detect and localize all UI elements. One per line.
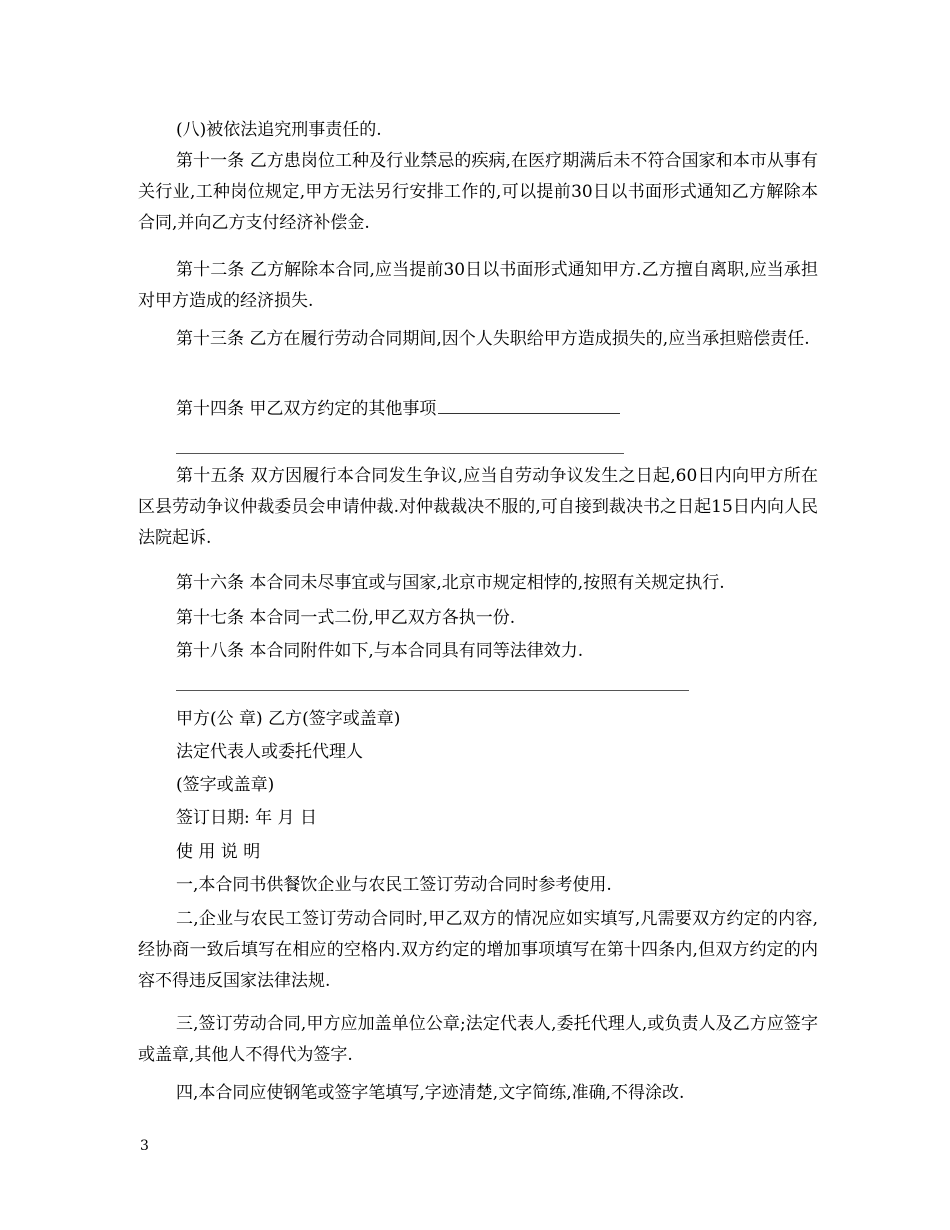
clause-17: 第十七条 本合同一式二份,甲乙双方各执一份. [176, 608, 516, 628]
clause-14 [176, 394, 620, 425]
clause-14-blank [438, 399, 620, 414]
instruction-4: 四,本合同应使钢笔或签字笔填写,字迹清楚,文字简练,准确,不得涂改. [176, 1083, 685, 1103]
signature-parties: 甲方(公 章) 乙方(签字或盖章) [176, 709, 401, 729]
clause-item-8: (八)被依法追究刑事责任的. [176, 120, 382, 140]
clause-14-text: 第十四条 甲乙双方约定的其他事项 [176, 399, 437, 419]
legal-representative: 法定代表人或委托代理人 [176, 742, 363, 762]
clause-15: 第十五条 双方因履行本合同发生争议,应当自劳动争议发生之日起,60日内向甲方所在区县劳动争议仲裁委员会申请仲裁.对仲裁裁决不服的,可自接到裁决书之日起15日内向人民法院起诉. [138, 466, 818, 548]
signature-note: (签字或盖章) [176, 775, 275, 795]
clause-18: 第十八条 本合同附件如下,与本合同具有同等法律效力. [176, 641, 584, 661]
clause-14-continuation-line [176, 453, 624, 454]
page-number: 3 [140, 1138, 149, 1154]
instructions-heading: 使 用 说 明 [176, 842, 261, 862]
clause-13: 第十三条 乙方在履行劳动合同期间,因个人失职给甲方造成损失的,应当承担赔偿责任. [176, 329, 810, 349]
instruction-2: 二,企业与农民工签订劳动合同时,甲乙双方的情况应如实填写,凡需要双方约定的内容,经协商一致后填写在相应的空格内.双方约定的增加事项填写在第十四条内,但双方约定的内容不得违反国家法律法规. [138, 909, 818, 991]
clause-12: 第十二条 乙方解除本合同,应当提前30日以书面形式通知甲方.乙方擅自离职,应当承担对甲方造成的经济损失. [138, 260, 818, 311]
attachment-line [176, 690, 689, 691]
instruction-3: 三,签订劳动合同,甲方应加盖单位公章;法定代表人,委托代理人,或负责人及乙方应签字或盖章,其他人不得代为签字. [138, 1014, 818, 1065]
instruction-1: 一,本合同书供餐饮企业与农民工签订劳动合同时参考使用. [176, 875, 612, 895]
signing-date: 签订日期: 年 月 日 [176, 808, 317, 828]
clause-16: 第十六条 本合同未尽事宜或与国家,北京市规定相悖的,按照有关规定执行. [176, 573, 725, 593]
clause-11: 第十一条 乙方患岗位工种及行业禁忌的疾病,在医疗期满后未不符合国家和本市从事有关行业,工种岗位规定,甲方无法另行安排工作的,可以提前30日以书面形式通知乙方解除本合同,并向乙方支付经济补偿金. [138, 151, 818, 233]
